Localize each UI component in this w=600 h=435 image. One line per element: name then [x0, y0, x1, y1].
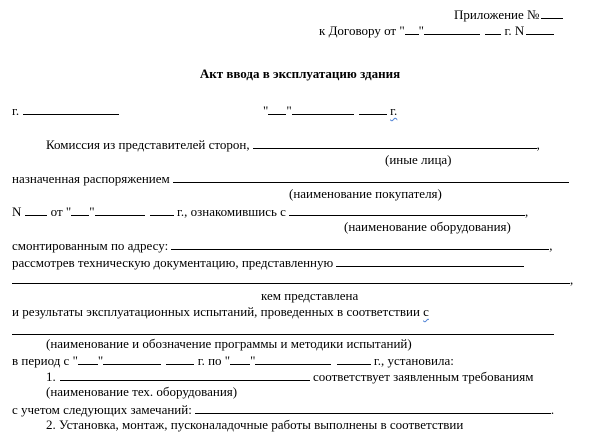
order-day-blank[interactable]	[71, 203, 89, 216]
period-from-day-blank[interactable]	[78, 352, 98, 365]
number-line	[12, 203, 528, 219]
commission-text: Комиссия из представителей сторон,	[46, 137, 250, 152]
familiar-blank[interactable]	[289, 203, 525, 216]
submitted-by-blank[interactable]	[12, 271, 570, 284]
period-to-month-blank[interactable]	[255, 352, 331, 365]
document-title: Акт ввода в эксплуатацию здания	[199, 66, 401, 81]
item1-blank[interactable]	[60, 368, 310, 381]
contract-year-label: г. N	[504, 23, 525, 38]
period-quote-2: "	[250, 353, 256, 368]
remarks-blank[interactable]	[195, 401, 551, 414]
program-caption: (наименование и обозначение программы и методики испытаний)	[46, 336, 412, 351]
other-persons-caption: (иные лица)	[385, 152, 452, 167]
equipment-caption: (наименование оборудования)	[344, 219, 511, 234]
appointed-line	[12, 170, 569, 186]
date-quote-open: "	[263, 103, 269, 118]
item1-number: 1.	[46, 369, 56, 384]
date-month-blank[interactable]	[292, 102, 354, 115]
date-day-blank[interactable]	[268, 102, 286, 115]
remarks-line	[12, 401, 554, 417]
commission-blank[interactable]	[253, 136, 537, 149]
results-text: и результаты эксплуатационных испытаний, проведенных в соответствии	[12, 304, 420, 319]
period-line	[12, 352, 454, 368]
period-to-day-blank[interactable]	[230, 352, 250, 365]
established-text: г., установила:	[373, 353, 454, 368]
submitted-blank-line	[12, 271, 573, 287]
results-c: с	[423, 304, 429, 319]
period-from-month-blank[interactable]	[103, 352, 161, 365]
address-blank[interactable]	[171, 237, 549, 250]
program-blank[interactable]	[12, 322, 554, 335]
appendix-label: Приложение №	[454, 7, 540, 22]
order-number-blank[interactable]	[25, 203, 47, 216]
period-prefix: в период с "	[12, 353, 78, 368]
period-mid: г. по "	[197, 353, 231, 368]
item1-line	[46, 368, 533, 384]
reviewed-line	[12, 254, 524, 270]
contract-month-blank[interactable]	[424, 22, 480, 35]
results-line	[12, 304, 429, 319]
contract-day-blank[interactable]	[405, 22, 419, 35]
remarks-period: .	[550, 402, 555, 417]
commission-line	[46, 136, 540, 152]
contract-line	[319, 22, 554, 38]
n-label: N	[12, 204, 22, 219]
item2-line: 2. Установка, монтаж, пусконаладочные работы выполнены в соответствии	[46, 417, 464, 432]
city-blank[interactable]	[23, 102, 119, 115]
contract-number-blank[interactable]	[526, 22, 554, 35]
period-quote-1: "	[97, 353, 104, 368]
familiar-comma: ,	[524, 204, 529, 219]
city-label: г.	[12, 103, 20, 118]
familiar-text: г., ознакомившись с	[177, 204, 286, 219]
order-month-blank[interactable]	[95, 203, 145, 216]
item1-text: соответствует заявленным требованиям	[313, 369, 534, 384]
appendix-line	[454, 6, 563, 22]
contract-year-blank[interactable]	[485, 22, 501, 35]
date-quote-close: "	[286, 103, 292, 118]
appointed-blank[interactable]	[173, 170, 569, 183]
submitted-comma: ,	[570, 272, 574, 287]
date-line	[263, 102, 397, 118]
commission-comma: ,	[536, 137, 540, 152]
order-year-blank[interactable]	[150, 203, 174, 216]
date-year-blank[interactable]	[359, 102, 387, 115]
from-label: от "	[50, 204, 72, 219]
period-to-year-blank[interactable]	[337, 352, 371, 365]
contract-quote: "	[418, 23, 424, 38]
order-quote-close: "	[89, 204, 95, 219]
submitted-by-caption: кем представлена	[261, 288, 359, 303]
period-from-year-blank[interactable]	[166, 352, 194, 365]
reviewed-text: рассмотрев техническую документацию, представленную	[12, 255, 334, 270]
place-line	[12, 102, 119, 118]
mounted-comma: ,	[549, 238, 553, 253]
documentation-blank[interactable]	[336, 254, 524, 267]
appointed-text: назначенная распоряжением	[12, 171, 170, 186]
contract-prefix: к Договору от "	[319, 23, 405, 38]
mounted-line	[12, 237, 552, 253]
mounted-text: смонтированным по адресу:	[12, 238, 169, 253]
date-year-suffix: г.	[390, 103, 398, 118]
tech-equipment-caption: (наименование тех. оборудования)	[46, 384, 238, 399]
buyer-caption: (наименование покупателя)	[289, 186, 442, 201]
remarks-text: с учетом следующих замечаний:	[12, 402, 192, 417]
appendix-number-blank[interactable]	[541, 6, 563, 19]
